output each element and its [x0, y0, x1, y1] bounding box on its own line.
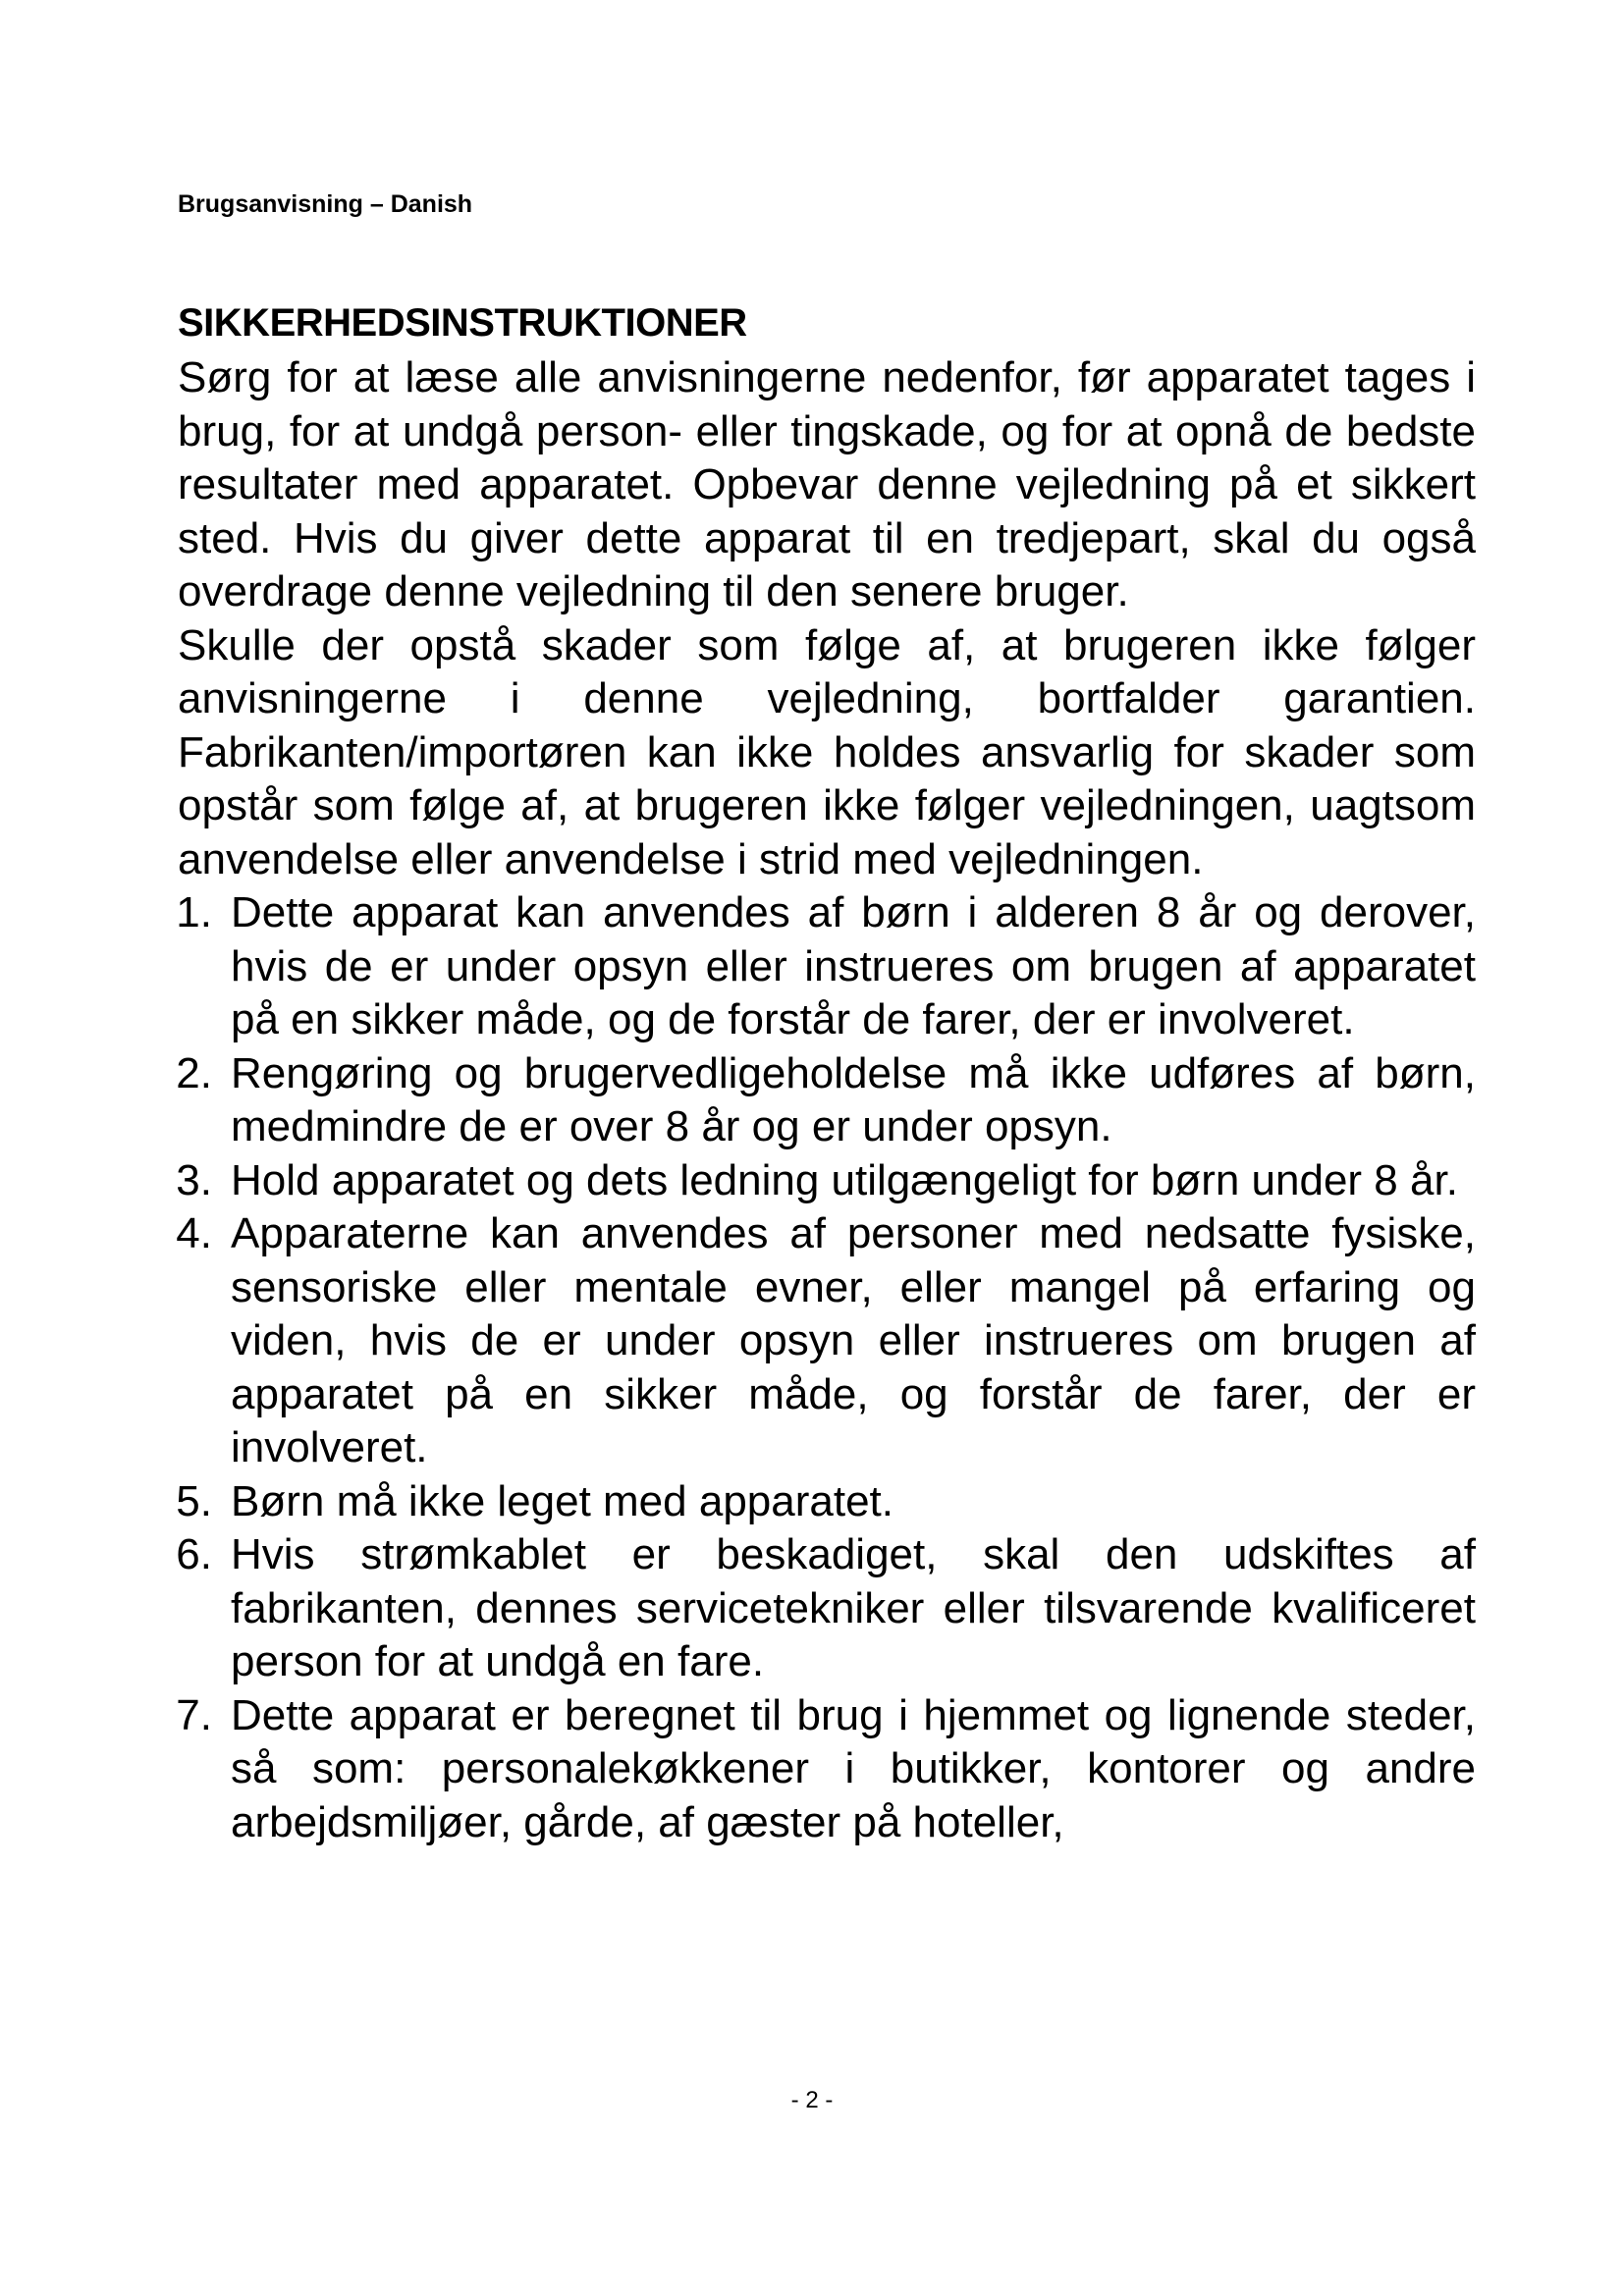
safety-list	[178, 886, 1476, 1849]
list-item	[178, 1689, 1476, 1850]
list-item-number: 7.	[176, 1690, 212, 1739]
section-heading: SIKKERHEDSINSTRUKTIONER	[178, 301, 747, 345]
list-item	[178, 1047, 1476, 1154]
list-item-number: 3.	[176, 1155, 212, 1204]
list-item	[178, 886, 1476, 1047]
intro-paragraph: Sørg for at læse alle anvisningerne nedenfor, før apparatet tages i brug, for at undgå person- eller tingskade, og for at opnå de bedste resultater med apparatet. Opbevar denne vejledning på et sikkert sted. Hvis du giver dette apparat til en tredjepart, skal du også overdrage denne vejledning til den senere bruger.	[178, 353, 1476, 615]
list-item-number: 4.	[176, 1209, 212, 1257]
document-body	[178, 294, 1476, 1849]
list-item-text: Dette apparat kan anvendes af børn i alderen 8 år og derover, hvis de er under opsyn eller instrueres om brugen af apparatet på en sikker måde, og de forstår de farer, der er involveret.	[231, 888, 1476, 1043]
list-item-text: Børn må ikke leget med apparatet.	[231, 1476, 893, 1525]
list-item	[178, 1475, 1476, 1529]
list-item-text: Hold apparatet og dets ledning utilgængeligt for børn under 8 år.	[231, 1155, 1458, 1204]
list-item-text: Hvis strømkablet er beskadiget, skal den udskiftes af fabrikanten, dennes servicetekniker eller tilsvarende kvalificeret person for at undgå en fare.	[231, 1530, 1476, 1685]
list-item-text: Apparaterne kan anvendes af personer med nedsatte fysiske, sensoriske eller mentale evner, eller mangel på erfaring og viden, hvis de er under opsyn eller instrueres om brugen af apparatet på en sikker måde, og forstår de farer, der er involveret.	[231, 1209, 1476, 1471]
warranty-paragraph: Skulle der opstå skader som følge af, at brugeren ikke følger anvisningerne i denne vejledning, bortfalder garantien. Fabrikanten/importøren kan ikke holdes ansvarlig for skader som opstår som følge af, at brugeren ikke følger vejledningen, uagtsom anvendelse eller anvendelse i strid med vejledningen.	[178, 620, 1476, 883]
list-item	[178, 1154, 1476, 1208]
list-item-text: Dette apparat er beregnet til brug i hjemmet og lignende steder, så som: personalekøkkener i butikker, kontorer og andre arbejdsmiljøer, gårde, af gæster på hoteller,	[231, 1690, 1476, 1846]
list-item-number: 2.	[176, 1048, 212, 1097]
page-number: - 2 -	[790, 2087, 834, 2113]
list-item-number: 1.	[176, 888, 212, 936]
list-item	[178, 1528, 1476, 1689]
list-item-number: 5.	[176, 1476, 212, 1525]
list-item-text: Rengøring og brugervedligeholdelse må ikke udføres af børn, medmindre de er over 8 år og er under opsyn.	[231, 1048, 1476, 1150]
list-item	[178, 1207, 1476, 1475]
running-header: Brugsanvisning – Danish	[178, 190, 473, 218]
list-item-number: 6.	[176, 1530, 212, 1578]
